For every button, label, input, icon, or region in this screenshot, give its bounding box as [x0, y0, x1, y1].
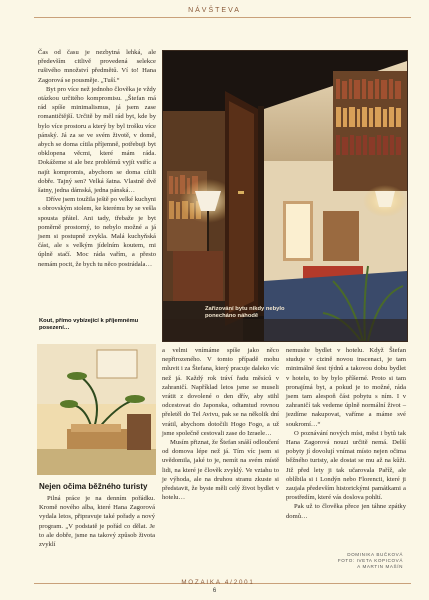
right-column-text — [286, 346, 406, 521]
middle-column-text — [162, 346, 279, 502]
main-photo-caption: Zařizování bytu nikdy nebylo ponecháno náhodě — [205, 306, 285, 319]
magazine-footer: MOZAIKA 4/2001 — [181, 579, 255, 586]
photo-credit-2: A MARTIN MAŠÍN — [357, 564, 403, 569]
attic-room-illustration — [163, 51, 407, 341]
main-photo-attic-library — [162, 50, 408, 342]
paragraph: Dříve jsem toužila ještě po velké kuchyni s obrovským stolem, ke kterému by se vešla spousta přátel. Ani tady, třebaže je byt poměrně prostorný, to nebylo možné a já jsem si postupně zvykla. Malá kuchyňská část, ale s velkým jídelním koutem, mi úplně stačí. Moc ráda vařím, a přesto nemám pocit, že bych tu něco postrádala… — [38, 196, 156, 268]
left-column-text — [38, 48, 156, 269]
paragraph: Pilná práce je na denním pořádku. Kromě nového alba, které Hana Zagorová vydala letos, připravuje také pořady a nový program. „V podstatě je pořád co dělat. Je to ale dobře, jsme na takový způsob života zvyklí — [39, 495, 155, 549]
paragraph: Čas od času je nezbytná lehká, ale především citlivě provedená selekce rušivého množství předmětů. Ví to! Hana Zagorová se pousměje. „Tuší.“ — [38, 49, 156, 84]
small-photo-corner — [37, 344, 156, 475]
paragraph: Pak už to člověka přece jen táhne zpátky domů… — [286, 503, 406, 520]
paragraph: a velmi vnímáme spíše jako něco nepřirozeného. V tomto případě mohu mluvit i za Štefana, který pracuje daleko víc než já. Každý rok tráví řadu měsíců v zahraničí. Například letos jsme se museli vrátit z dovolené o den dřív, aby stihl odcestovat do Japonska, odtamtud rovnou přeletěl do Tel Avivu, pak se na několik dní vrátil, abychom dotočili Hogo Fogo, a už jsme společně cestovali zase do Izraele… — [162, 347, 279, 437]
left-lower-column-text — [39, 494, 155, 549]
page-number: 6 — [212, 588, 217, 594]
photo-credits — [338, 552, 403, 570]
paragraph: O poznávání nových míst, měst i bytů tak Hana Zagorová nouzi určitě nemá. Delší pobyty jí dovolují vnímat místo nejen očima běžného turisty, ale dostat se mu až na kůži. Již před lety ji tak učarovala Paříž, ale oblíbila si i Londýn nebo Florencii, které ji zaujala především historickými památkami a prostředím, které vás doslova pohltí. — [286, 429, 406, 502]
corner-room-illustration — [37, 344, 156, 475]
paragraph: Musím přiznat, že Štefan snáší odloučení od domova lépe než já. Tím víc jsem si uvědomila, jaké to je, nemít na svém místě lidi, na které je člověk zvyklý. Ve vztahu to je výhoda, ale na druhou stranu zkuste si představit, že byste měli celý život bydlet v hotelu… — [162, 439, 279, 502]
subheading: Nejen očima běžného turisty — [39, 482, 148, 491]
small-photo-caption: Kout, přímo vybízející k příjemnému posezení… — [39, 318, 139, 331]
paragraph: Byt pro více než jednoho člověka je vždy otázkou určitého kompromisu. „Štefan má rád spíše minimalismus, já jsem zase romantičtější. Určitě by měl rád byt, kde by bylo více prostoru a který by byl trošku více pánský. Já za se ve svém životě, v domě, abych se doma cítila příjemně, potřebuji byt obklopena věcmi, které mám ráda. Dokážeme si ale bez problémů vyjít vstříc a najít kompromis, abychom se doma cítili dobře. Tajný sen? Velká šatna. Vlastně dvě šatny, jedna dámská, jedna pánská… — [38, 85, 156, 195]
photo-credit: FOTO: IVETA KOPICOVÁ — [337, 558, 403, 563]
paragraph: nemusíte bydlet v hotelu. Když Štefan studuje v cizině novou inscenaci, je tam minimálně šest týdnů a takovou dobu bydlet v hotelu, to by bylo příšerné. Proto si tam pronajímá byt, a pokud je to možné, ráda jsem tam alespoň část pobytu s ním. I v zahraničí tak vedeme úplně normální život – jezdíme nakupovat, vaříme a máme své soukromí…“ — [286, 347, 406, 428]
author-credit: DOMINIKA BUČKOVÁ — [347, 552, 403, 557]
top-rule — [34, 17, 411, 18]
section-header: NÁVŠTEVA — [188, 7, 241, 14]
